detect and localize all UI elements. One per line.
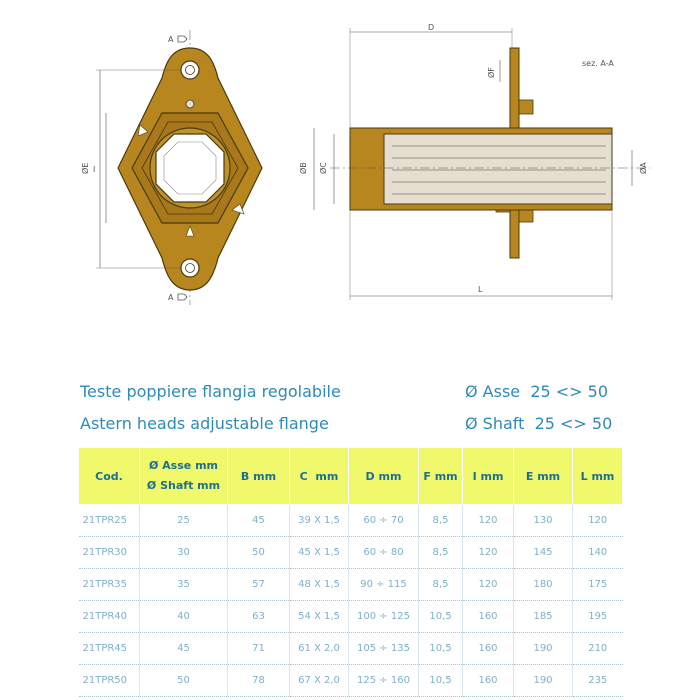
header-asse-it: Ø Asse mm — [148, 459, 218, 472]
cell-asse: 40 — [140, 601, 228, 633]
arrow-icon — [178, 294, 187, 300]
cell-b: 50 — [228, 537, 290, 569]
header-b: B mm — [228, 448, 290, 505]
section-marker-bottom: A — [168, 293, 174, 302]
cell-d: 90 ÷ 115 — [349, 569, 419, 601]
table-row — [79, 569, 623, 601]
cell-cod: 21TPR45 — [79, 633, 140, 665]
title-line-en — [80, 410, 640, 442]
dim-f-label: ØF — [487, 67, 496, 78]
cell-b: 63 — [228, 601, 290, 633]
title-it: Teste poppiere flangia regolabile — [80, 382, 341, 401]
cell-f: 8,5 — [419, 569, 463, 601]
cell-l: 210 — [573, 633, 623, 665]
cell-c: 48 X 1,5 — [290, 569, 349, 601]
table-row — [79, 633, 623, 665]
cell-i: 160 — [463, 601, 514, 633]
spec-table — [78, 447, 623, 697]
dim-i-label: I — [93, 165, 96, 174]
cell-cod: 21TPR50 — [79, 665, 140, 697]
cell-cod: 21TPR25 — [79, 505, 140, 537]
cell-i: 120 — [463, 505, 514, 537]
cell-d: 60 ÷ 80 — [349, 537, 419, 569]
header-l: L mm — [573, 448, 623, 505]
cell-f: 8,5 — [419, 537, 463, 569]
cell-f: 8,5 — [419, 505, 463, 537]
cell-c: 39 X 1,5 — [290, 505, 349, 537]
bearing-sleeve — [384, 134, 612, 204]
header-i: I mm — [463, 448, 514, 505]
dim-a-label: ØA — [639, 162, 648, 174]
cell-asse: 25 — [140, 505, 228, 537]
cell-f: 10,5 — [419, 665, 463, 697]
cell-cod: 21TPR35 — [79, 569, 140, 601]
bolt-hole-top — [181, 61, 199, 79]
dim-b-label: ØB — [299, 162, 308, 174]
section-label: sez. A-A — [582, 59, 614, 68]
dim-c-label: ØC — [319, 162, 328, 174]
dim-d-label: D — [428, 23, 435, 32]
cell-i: 160 — [463, 633, 514, 665]
title-en-range: Ø Shaft 25 <> 50 — [465, 414, 613, 433]
table-row — [79, 537, 623, 569]
cell-e: 130 — [514, 505, 573, 537]
cell-f: 10,5 — [419, 601, 463, 633]
cell-c: 54 X 1,5 — [290, 601, 349, 633]
dim-l-label: L — [478, 285, 483, 294]
section-marker-top: A — [168, 35, 174, 44]
cell-asse: 30 — [140, 537, 228, 569]
table-row — [79, 505, 623, 537]
cell-asse: 50 — [140, 665, 228, 697]
cell-c: 67 X 2,0 — [290, 665, 349, 697]
section-view — [298, 23, 650, 300]
cell-c: 45 X 1,5 — [290, 537, 349, 569]
technical-drawing — [0, 0, 700, 340]
cell-b: 57 — [228, 569, 290, 601]
cell-b: 78 — [228, 665, 290, 697]
title-line-it — [80, 378, 640, 410]
cell-i: 120 — [463, 569, 514, 601]
cell-e: 190 — [514, 633, 573, 665]
arrow-icon — [178, 36, 187, 42]
cell-b: 71 — [228, 633, 290, 665]
cell-b: 45 — [228, 505, 290, 537]
cell-f: 10,5 — [419, 633, 463, 665]
title-it-range: Ø Asse 25 <> 50 — [465, 382, 609, 401]
table-header-row — [79, 448, 623, 505]
cell-i: 160 — [463, 665, 514, 697]
header-asse — [140, 448, 228, 505]
cell-c: 61 X 2,0 — [290, 633, 349, 665]
cell-i: 120 — [463, 537, 514, 569]
cell-d: 60 ÷ 70 — [349, 505, 419, 537]
cell-l: 195 — [573, 601, 623, 633]
title-block — [80, 378, 640, 442]
cell-l: 175 — [573, 569, 623, 601]
header-e: E mm — [514, 448, 573, 505]
cell-l: 120 — [573, 505, 623, 537]
title-en: Astern heads adjustable flange — [80, 414, 329, 433]
cell-asse: 45 — [140, 633, 228, 665]
cell-e: 180 — [514, 569, 573, 601]
header-asse-en: Ø Shaft mm — [146, 479, 221, 492]
cell-l: 235 — [573, 665, 623, 697]
cell-d: 125 ÷ 160 — [349, 665, 419, 697]
header-d: D mm — [349, 448, 419, 505]
cell-e: 185 — [514, 601, 573, 633]
cell-asse: 35 — [140, 569, 228, 601]
cell-e: 145 — [514, 537, 573, 569]
header-f: F mm — [419, 448, 463, 505]
front-view — [80, 30, 262, 305]
header-cod: Cod. — [79, 448, 140, 505]
table-row — [79, 665, 623, 697]
cell-cod: 21TPR30 — [79, 537, 140, 569]
bolt-hole-bottom — [181, 259, 199, 277]
cell-l: 140 — [573, 537, 623, 569]
table-row — [79, 601, 623, 633]
dim-e-label: ØE — [81, 162, 90, 174]
header-c: C mm — [290, 448, 349, 505]
cell-cod: 21TPR40 — [79, 601, 140, 633]
bearing-octagon — [156, 134, 224, 202]
cell-e: 190 — [514, 665, 573, 697]
cell-d: 100 ÷ 125 — [349, 601, 419, 633]
cell-d: 105 ÷ 135 — [349, 633, 419, 665]
